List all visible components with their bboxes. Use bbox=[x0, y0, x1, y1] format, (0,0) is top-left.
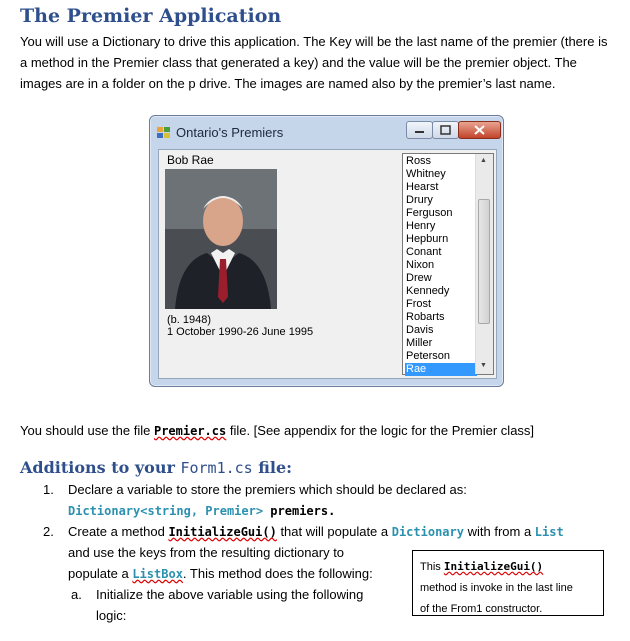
close-icon bbox=[459, 122, 500, 138]
list-item[interactable]: Hepburn bbox=[406, 233, 449, 245]
list-item[interactable]: Rae bbox=[405, 363, 477, 376]
close-button[interactable] bbox=[458, 121, 501, 139]
minimize-icon bbox=[407, 122, 432, 138]
window-client bbox=[158, 149, 497, 379]
file-paragraph: You should use the file Premier.cs file. [See appendix for the logic for the Premier class] bbox=[20, 423, 535, 438]
scroll-up-icon[interactable]: ▲ bbox=[480, 157, 487, 164]
list-item[interactable]: Nixon bbox=[406, 259, 435, 271]
maximize-button[interactable] bbox=[432, 121, 459, 139]
premier-listbox[interactable] bbox=[402, 153, 494, 375]
list-item[interactable]: Whitney bbox=[406, 168, 446, 180]
sub-a-letter: a. bbox=[71, 587, 82, 602]
note-callout: This InitializeGui() method is invoke in the last line of the From1 constructor. bbox=[412, 550, 604, 616]
list-item[interactable]: Ross bbox=[406, 155, 432, 167]
item1-text: Declare a variable to store the premiers which should be declared as: bbox=[68, 482, 467, 497]
list-item[interactable]: Drew bbox=[406, 272, 432, 284]
list-item[interactable]: Conant bbox=[406, 246, 442, 258]
scroll-down-icon[interactable]: ▼ bbox=[480, 362, 487, 369]
premier-name: Bob Rae bbox=[167, 153, 214, 167]
item2-line2: and use the keys from the resulting dictionary to bbox=[68, 545, 345, 560]
listbox-scrollbar[interactable] bbox=[475, 154, 493, 374]
window-title: Ontario's Premiers bbox=[176, 125, 284, 140]
list-item[interactable]: Kennedy bbox=[406, 285, 450, 297]
premier-life bbox=[167, 314, 313, 338]
intro-paragraph: You will use a Dictionary to drive this application. The Key will be the last name of the premier (there is a method in the Premier class that generated a key) and the value will be the premier object. The images are in a folder on the p drive. The images are named also by the premier’s last name. bbox=[20, 34, 608, 91]
list-item[interactable]: Peterson bbox=[406, 350, 451, 362]
list-item[interactable]: Frost bbox=[406, 298, 432, 310]
item2-line3: populate a ListBox. This method does the following: bbox=[68, 566, 373, 581]
list-item[interactable]: Henry bbox=[406, 220, 436, 232]
list-item[interactable]: Miller bbox=[406, 337, 433, 349]
section-heading: Additions to your Form1.cs file: bbox=[20, 458, 293, 477]
list-item[interactable]: Davis bbox=[406, 324, 434, 336]
item2-number: 2. bbox=[43, 524, 54, 539]
sub-a-text: Initialize the above variable using the following bbox=[96, 587, 364, 602]
premier-photo bbox=[165, 169, 277, 309]
minimize-button[interactable] bbox=[406, 121, 433, 139]
premier-term: 1 October 1990-26 June 1995 bbox=[167, 326, 314, 338]
list-item[interactable]: Hearst bbox=[406, 181, 439, 193]
list-item[interactable]: Ferguson bbox=[406, 207, 453, 219]
item1-code: Dictionary<string, Premier> premiers. bbox=[68, 504, 336, 518]
premiers-window bbox=[149, 115, 504, 387]
item2-line1: Create a method InitializeGui() that will populate a Dictionary with from a List bbox=[68, 524, 564, 539]
premier-born: (b. 1948) bbox=[167, 314, 212, 326]
list-item[interactable]: Robarts bbox=[406, 311, 445, 323]
page-title: The Premier Application bbox=[20, 5, 282, 27]
app-icon bbox=[157, 127, 171, 139]
item1-number: 1. bbox=[43, 482, 54, 497]
list-item[interactable]: Drury bbox=[406, 194, 433, 206]
sub-a-text2: logic: bbox=[96, 608, 127, 623]
maximize-icon bbox=[433, 122, 458, 138]
scrollbar-thumb[interactable] bbox=[478, 199, 490, 324]
